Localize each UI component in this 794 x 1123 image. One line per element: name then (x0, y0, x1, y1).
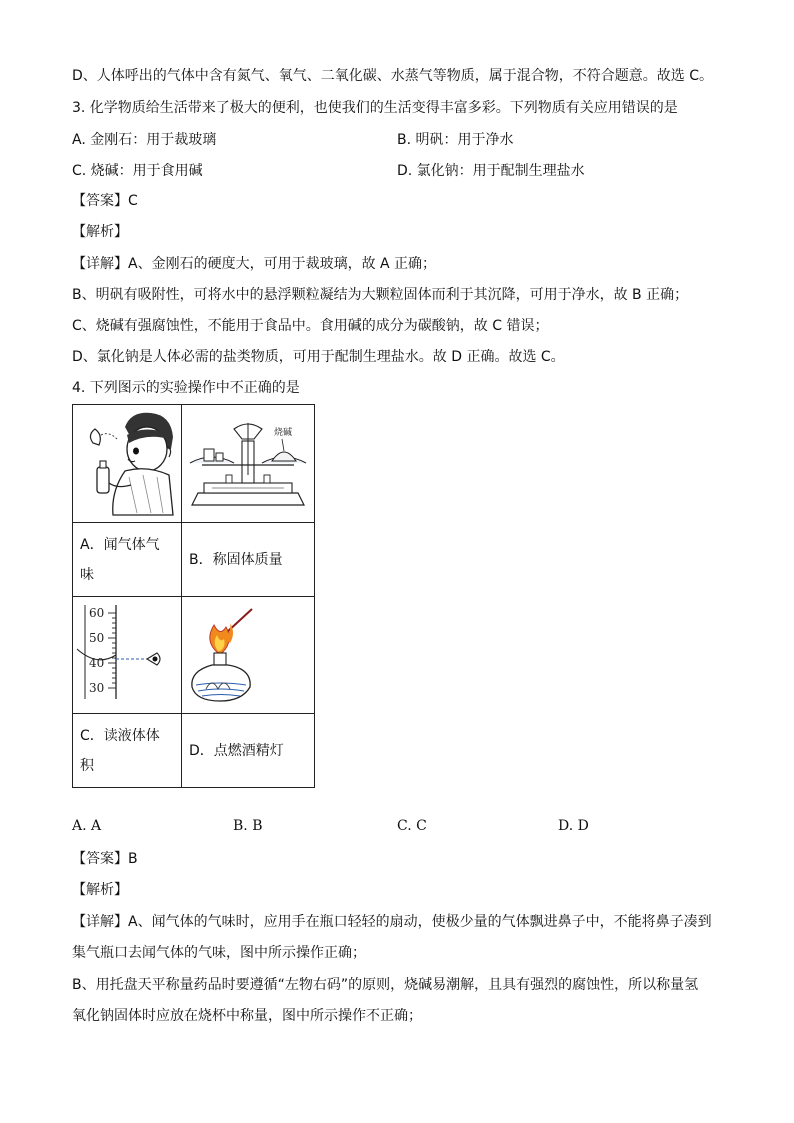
detail-text: A、金刚石的硬度大，可用于裁玻璃，故 A 正确； (128, 256, 437, 272)
answer-tag: 【答案】 (72, 851, 128, 867)
choice-c: C. C (397, 818, 427, 834)
detail-tag: 【详解】 (72, 256, 128, 272)
q4-answer (72, 849, 138, 869)
detail-text: A、闻气体的气味时，应用手在瓶口轻轻的扇动，使极少量的气体飘进鼻子中，不能将鼻子凑到 (128, 914, 712, 930)
q4-detail-a2: 集气瓶口去闻气体的气味，图中所示操作正确； (72, 945, 366, 961)
figure-b-cell (182, 405, 315, 523)
q3-option-a: A. 金刚石：用于裁玻璃 (72, 132, 217, 148)
caption-c-line1: C．读液体体 (80, 727, 160, 744)
choice-b: B. B (233, 818, 263, 834)
prev-option-d-explanation: D、人体呼出的气体中含有氮气、氧气、二氧化碳、水蒸气等物质，属于混合物，不符合题意。故选 C。 (72, 68, 714, 84)
q3-option-d: D. 氯化钠：用于配制生理盐水 (397, 163, 585, 179)
q3-option-c: C. 烧碱：用于食用碱 (72, 163, 203, 179)
choice-d: D. D (558, 818, 589, 834)
caption-a-line1: A．闻气体气 (80, 536, 160, 553)
caption-c (73, 714, 182, 788)
q3-detail-b: B、明矾有吸附性，可将水中的悬浮颗粒凝结为大颗粒固体而利于其沉降，可用于净水，故 B 正确； (72, 287, 689, 303)
answer-tag: 【答案】 (72, 193, 128, 209)
smelling-gas-illustration (73, 405, 181, 518)
beaker-label: 烧碱 (274, 428, 293, 438)
q4-stem: 4. 下列图示的实验操作中不正确的是 (72, 380, 300, 396)
caption-b: B．称固体质量 (182, 523, 315, 597)
answer-value: B (128, 851, 138, 867)
q3-stem: 3. 化学物质给生活带来了极大的便利，也使我们的生活变得丰富多彩。下列物质有关应用错误的是 (72, 100, 678, 116)
balance-weighing-illustration (182, 405, 314, 518)
q3-analysis-tag: 【解析】 (72, 224, 128, 240)
tick-label-30: 30 (89, 681, 105, 695)
figure-a-cell (73, 405, 182, 523)
q3-detail-c: C、烧碱有强腐蚀性，不能用于食品中。食用碱的成分为碳酸钠，故 C 错误； (72, 318, 549, 334)
q3-detail-a (72, 254, 436, 274)
q3-answer (72, 191, 138, 211)
q4-detail-b1: B、用托盘天平称量药品时要遵循“左物右码”的原则，烧碱易潮解，且具有强烈的腐蚀性，所以称量氢 (72, 977, 699, 993)
figure-d-cell (182, 597, 315, 714)
caption-c-line2: 积 (80, 757, 94, 774)
q4-detail-b2: 氧化钠固体时应放在烧杯中称量，图中所示操作不正确； (72, 1008, 422, 1024)
caption-a-line2: 味 (80, 566, 94, 583)
tick-label-50: 50 (89, 631, 105, 645)
q4-figure-table (72, 404, 315, 788)
figure-c-cell (73, 597, 182, 714)
q3-detail-d: D、氯化钠是人体必需的盐类物质，可用于配制生理盐水。故 D 正确。故选 C。 (72, 349, 565, 365)
tick-label-40: 40 (89, 656, 105, 670)
cylinder-reading-illustration (73, 597, 181, 709)
tick-label-60: 60 (89, 606, 105, 620)
alcohol-lamp-illustration (182, 597, 314, 709)
answer-value: C (128, 193, 138, 209)
caption-a (73, 523, 182, 597)
choice-a: A. A (72, 818, 102, 834)
detail-tag: 【详解】 (72, 914, 128, 930)
caption-d: D．点燃酒精灯 (182, 714, 315, 788)
q4-detail-a1 (72, 912, 712, 932)
q4-analysis-tag: 【解析】 (72, 882, 128, 898)
q3-option-b: B. 明矾：用于净水 (397, 132, 514, 148)
